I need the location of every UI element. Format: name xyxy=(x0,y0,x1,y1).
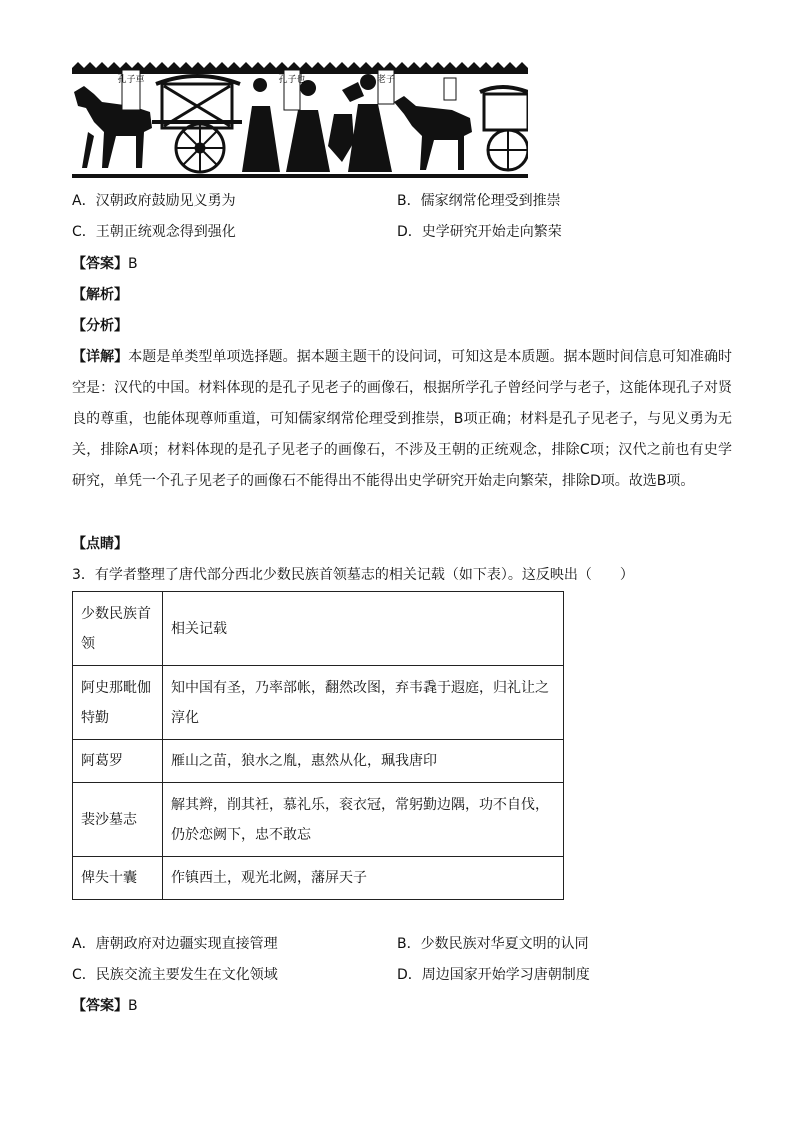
relief-label-2: 孔子也 xyxy=(278,75,306,85)
xiangjie-text: 本题是单类型单项选择题。据本题主题干的设问词，可知这是本质题。据本题时间信息可知准确时空是：汉代的中国。材料体现的是孔子见老子的画像石，根据所学孔子曾经问学与老子，这能体现孔子对贤良的尊重，也能体现尊师重道，可知儒家纲常伦理受到推崇，B项正确；材料是孔子见老子，与见义勇为无关，排除A项；材料体现的是孔子见老子的画像石，不涉及王朝的正统观念，排除C项；汉代之前也有史学研究，单凭一个孔子见老子的画像石不能得出不能得出史学研究开始走向繁荣，排除D项。故选B项。 xyxy=(72,349,733,489)
xiangjie-paragraph xyxy=(72,342,732,497)
q3-option-b: B．少数民族对华夏文明的认同 xyxy=(397,936,589,952)
table-cell-record: 解其辫，削其衽，慕礼乐，衮衣冠，常躬勤边隅，功不自伐，仍於恋阙下，忠不敢忘 xyxy=(163,783,564,857)
answer-tag: 【答案】 xyxy=(72,998,128,1014)
table-row xyxy=(73,666,564,740)
table-row xyxy=(73,783,564,857)
q3-record-table xyxy=(72,591,564,900)
table-header-cell: 少数民族首领 xyxy=(73,592,163,666)
carriage-left-figure xyxy=(152,76,242,172)
xiangjie-tag: 【详解】 xyxy=(72,349,129,365)
horse-right-figure xyxy=(394,96,472,170)
table-header-cell: 相关记载 xyxy=(163,592,564,666)
relief-label-3: 老子 xyxy=(376,75,396,85)
table-cell-name: 阿葛罗 xyxy=(73,740,163,783)
q3-stem: 3．有学者整理了唐代部分西北少数民族首领墓志的相关记载（如下表）。这反映出（ ） xyxy=(72,567,634,583)
fenxi-heading: 【分析】 xyxy=(72,318,128,334)
table-cell-name: 俾失十囊 xyxy=(73,857,163,900)
answer-value: B xyxy=(128,998,138,1014)
q3-answer-line xyxy=(72,996,138,1016)
jiexi-heading: 【解析】 xyxy=(72,287,128,303)
table-cell-name: 裴沙墓志 xyxy=(73,783,163,857)
table-cell-record: 雁山之苗，狼水之胤，惠然从化，珮我唐印 xyxy=(163,740,564,783)
answer-tag: 【答案】 xyxy=(72,256,128,272)
table-cell-name: 阿史那毗伽特勤 xyxy=(73,666,163,740)
carriage-right-figure xyxy=(480,87,528,170)
table-row xyxy=(73,857,564,900)
q3-option-c: C．民族交流主要发生在文化领域 xyxy=(72,967,278,983)
q3-option-a: A．唐朝政府对边疆实现直接管理 xyxy=(72,936,278,952)
q3-option-d: D．周边国家开始学习唐朝制度 xyxy=(397,967,590,983)
confucius-meets-laozi-relief-image xyxy=(72,62,528,180)
table-row xyxy=(73,740,564,783)
table-cell-record: 作镇西土，观光北阙，藩屏天子 xyxy=(163,857,564,900)
relief-label-1: 孔子車 xyxy=(117,75,145,85)
answer-value: B xyxy=(128,256,138,272)
table-cell-record: 知中国有圣，乃率部帐，翻然改图，弃韦毳于遐庭，归礼让之淳化 xyxy=(163,666,564,740)
figures-group xyxy=(242,74,392,172)
q2-option-d: D．史学研究开始走向繁荣 xyxy=(397,224,562,240)
q2-option-b: B．儒家纲常伦理受到推崇 xyxy=(397,193,561,209)
table-header-row xyxy=(73,592,564,666)
q2-answer-line xyxy=(72,254,138,274)
q2-option-c: C．王朝正统观念得到强化 xyxy=(72,224,236,240)
dianjing-heading: 【点睛】 xyxy=(72,536,128,552)
q2-option-a: A．汉朝政府鼓励见义勇为 xyxy=(72,193,236,209)
